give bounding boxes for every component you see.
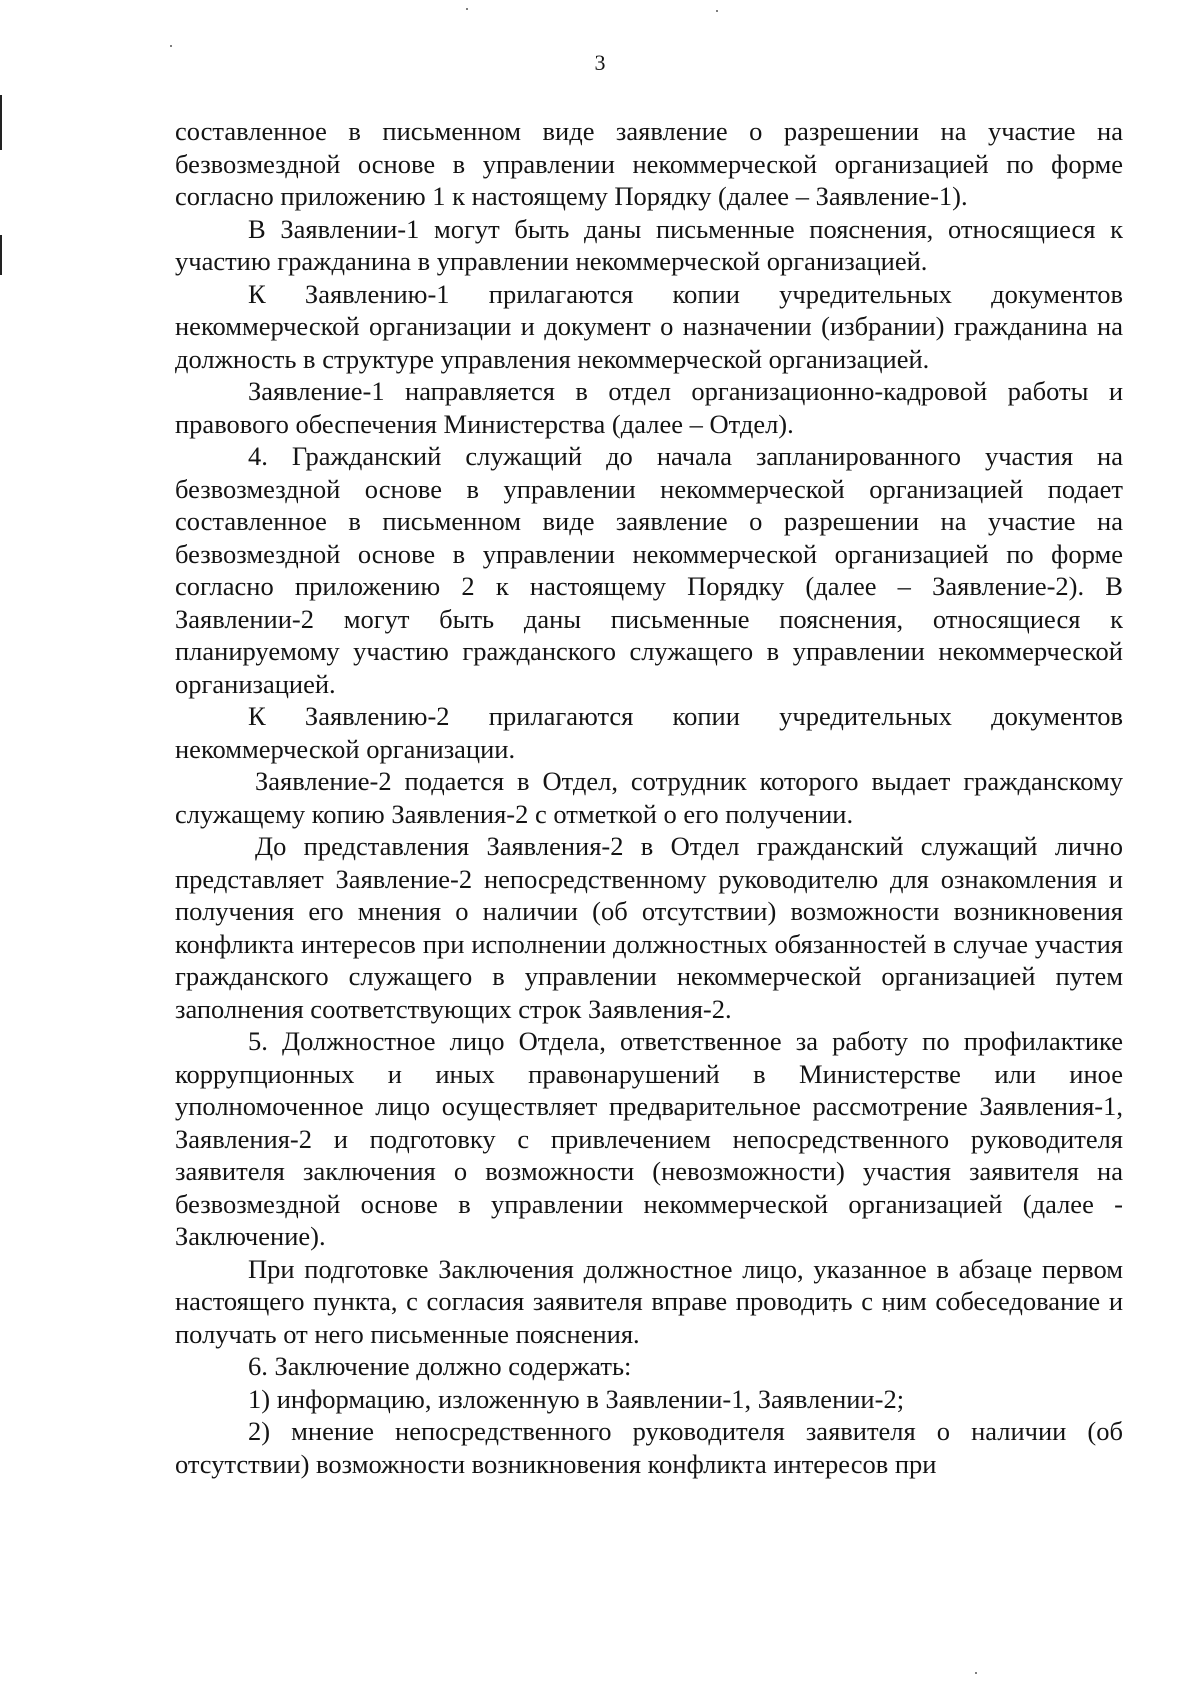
paragraph: 2) мнение непосредственного руководителя заявителя о наличии (об отсутствии) возможности возникновения конфликта интересов при <box>175 1416 1123 1479</box>
scan-edge-mark <box>0 235 2 275</box>
page-number: 3 <box>594 50 606 75</box>
scan-speck <box>466 8 468 10</box>
paragraph: До представления Заявления-2 в Отдел гражданский служащий лично представляет Заявление-2 непосредственному руководителю для ознакомления и получения его мнения о наличии (об отсутствии) возможности возникновения конфликта интересов при исполнении должностных обязанностей в случае участия гражданского служащего в управлении некоммерческой организацией путем заполнения соответствующих строк Заявления-2. <box>175 831 1123 1024</box>
paragraph: 6. Заключение должно содержать: <box>248 1351 632 1381</box>
scan-speck <box>975 1672 977 1674</box>
scan-speck <box>170 45 172 47</box>
scan-edge-mark <box>0 95 2 150</box>
paragraph: Заявление-1 направляется в отдел организационно-кадровой работы и правового обеспечения Министерства (далее – Отдел). <box>175 376 1123 439</box>
paragraph: 5. Должностное лицо Отдела, ответственное за работу по профилактике коррупционных и иных правонарушений в Министерстве или иное уполномоченное лицо осуществляет предварительное рассмотрение Заявления-1, Заявления-2 и подготовку с привлечением непосредственного руководителя заявителя заключения о возможности (невозможности) участия заявителя на безвозмездной основе в управлении некоммерческой организацией (далее - Заключение). <box>175 1026 1123 1251</box>
paragraph: К Заявлению-1 прилагаются копии учредительных документов некоммерческой организации и документ о назначении (избрании) гражданина на должность в структуре управления некоммерческой организацией. <box>175 278 1123 374</box>
paragraph: Заявление-2 подается в Отдел, сотрудник которого выдает гражданскому служащему копию Заявления-2 с отметкой о его получении. <box>175 766 1123 829</box>
paragraph: 1) информацию, изложенную в Заявлении-1, Заявлении-2; <box>248 1383 905 1414</box>
paragraph: При подготовке Заключения должностное лицо, указанное в абзаце первом настоящего пункта, с согласия заявителя вправе проводить с ним собеседование и получать от него письменные пояснения. <box>175 1253 1123 1349</box>
paragraph: составленное в письменном виде заявление о разрешении на участие на безвозмездной основе в управлении некоммерческой организацией по форме согласно приложению 1 к настоящему Порядку (далее – Заявление-1). <box>175 116 1123 211</box>
document-body <box>175 115 1123 1480</box>
paragraph: К Заявлению-2 прилагаются копии учредительных документов некоммерческой организации. <box>175 701 1123 764</box>
scan-speck <box>716 10 718 12</box>
paragraph: В Заявлении-1 могут быть даны письменные пояснения, относящиеся к участию гражданина в управлении некоммерческой организацией. <box>175 213 1123 276</box>
paragraph: 4. Гражданский служащий до начала запланированного участия на безвозмездной основе в управлении некоммерческой организацией подает составленное в письменном виде заявление о разрешении на участие на безвозмездной основе в управлении некоммерческой организацией по форме согласно приложению 2 к настоящему Порядку (далее – Заявление-2). В Заявлении-2 могут быть даны письменные пояснения, относящиеся к планируемому участию гражданского служащего в управлении некоммерческой организацией. <box>175 441 1123 699</box>
